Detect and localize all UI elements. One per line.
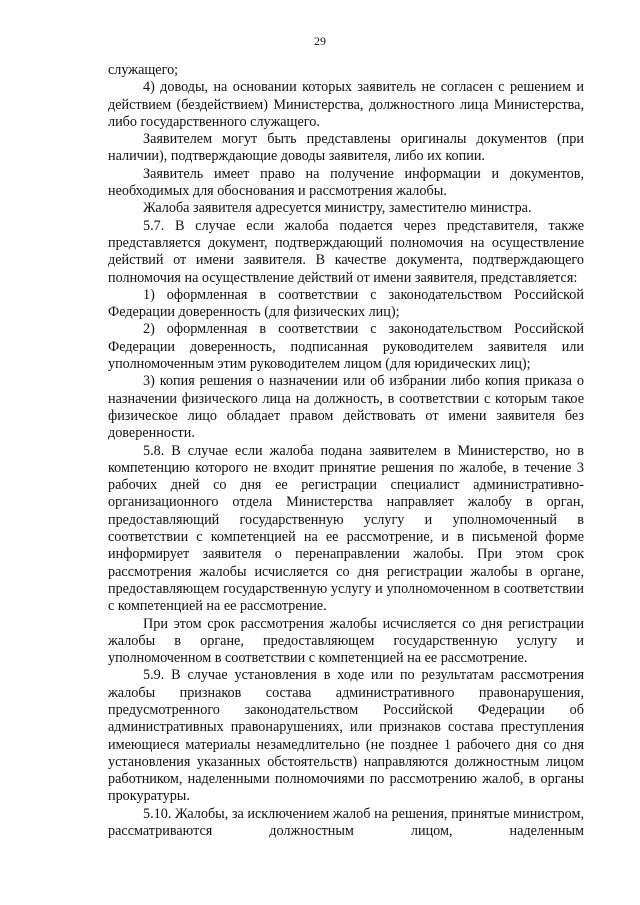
paragraph-5-7-item-3: 3) копия решения о назначении или об избрании либо копия приказа о назначении физического лица на должность, в соответствии с которым такое физическое лицо обладает правом действовать от имени заявителя без доверенности. bbox=[108, 373, 584, 442]
document-body bbox=[108, 62, 584, 840]
paragraph-5-8: 5.8. В случае если жалоба подана заявителем в Министерство, но в компетенцию которого не входит принятие решения по жалобе, в течение 3 рабочих дней со дня ее регистрации специалист административно-организационного отдела Министерства направляет жалобу в орган, предоставляющий государственную услугу и уполномоченный в соответствии с компетенцией на ее рассмотрение, и в письменой форме информирует заявителя о перенаправлении жалобы. При этом срок рассмотрения жалобы исчисляется со дня регистрации жалобы в органе, предоставляющем государственную услугу и уполномоченном в соответствии с компетенцией на ее рассмотрение. bbox=[108, 442, 584, 615]
page-number: 29 bbox=[314, 34, 326, 48]
paragraph-item-4-arguments: 4) доводы, на основании которых заявитель не согласен с решением и действием (бездействием) Министерства, должностного лица Министерства, либо государственного служащего. bbox=[108, 79, 584, 130]
paragraph-addressee: Жалоба заявителя адресуется министру, заместителю министра. bbox=[143, 200, 532, 217]
paragraph-continuation: служащего; bbox=[108, 62, 179, 78]
paragraph-originals: Заявителем могут быть представлены оригиналы документов (при наличии), подтверждающие доводы заявителя, либо их копии. bbox=[108, 131, 584, 165]
paragraph-right-to-information: Заявитель имеет право на получение информации и документов, необходимых для обоснования и рассмотрения жалобы. bbox=[108, 165, 584, 200]
paragraph-5-7: 5.7. В случае если жалоба подается через представителя, также представляется документ, подтверждающий полномочия на осуществление действий от имени заявителя. В качестве документа, подтверждающего полномочия на осуществление действий от имени заявителя, представляется: bbox=[108, 217, 584, 286]
paragraph-5-9: 5.9. В случае установления в ходе или по результатам рассмотрения жалобы признаков состава административного правонарушения, предусмотренного законодательством Российской Федерации об административных правонарушениях, или признаков состава преступления имеющиеся материалы незамедлительно (не позднее 1 рабочего дня со дня установления указанных обстоятельств) направляются должностным лицом работником, наделенными полномочиями по рассмотрению жалоб, в органы прокуратуры. bbox=[108, 667, 584, 805]
paragraph-5-7-item-2: 2) оформленная в соответствии с законодательством Российской Федерации доверенность, подписанная руководителем заявителя или уполномоченным этим руководителем лицом (для юридических лиц); bbox=[108, 321, 584, 373]
paragraph-5-10: 5.10. Жалобы, за исключением жалоб на решения, принятые министром, рассматриваются должностным лицом, наделенным bbox=[108, 805, 584, 840]
paragraph-5-8-term: При этом срок рассмотрения жалобы исчисляется со дня регистрации жалобы в органе, предоставляющем государственную услугу и уполномоченном в соответствии с компетенцией на ее рассмотрение. bbox=[108, 615, 584, 667]
paragraph-5-7-item-1: 1) оформленная в соответствии с законодательством Российской Федерации доверенность (для физических лиц); bbox=[108, 286, 584, 321]
